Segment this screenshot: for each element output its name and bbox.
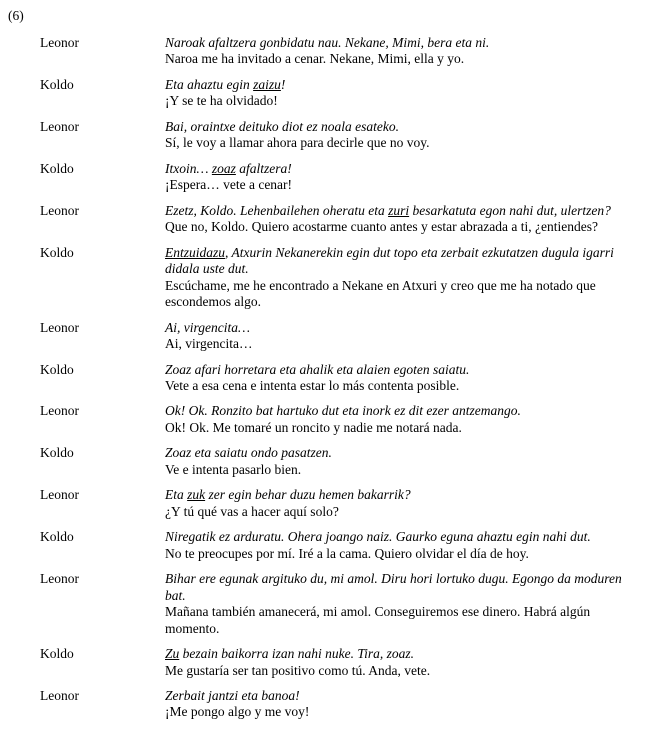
basque-text: Ezetz, Koldo. Lehenbailehen oheratu eta: [165, 202, 389, 218]
basque-text: Eta: [165, 487, 188, 503]
basque-line: [165, 688, 640, 704]
speaker-name: Leonor: [40, 202, 79, 218]
turn-content: [165, 403, 644, 436]
spanish-line: Escúchame, me he encontrado a Nekane en Atxuri y creo que me ha notado que escondemos algo.: [165, 277, 596, 310]
dialogue-turn: [40, 487, 644, 520]
dialogue-turn: [40, 119, 644, 152]
turn-content: [165, 161, 644, 194]
basque-text: Zoaz eta saiatu ondo pasatzen.: [165, 445, 332, 461]
basque-text: Niregatik ez arduratu. Ohera joango naiz. Gaurko eguna ahaztu egin nahi dut.: [165, 529, 591, 545]
turn-content: [165, 119, 644, 152]
basque-line: [165, 403, 640, 419]
basque-line: [165, 35, 640, 51]
basque-text: , Atxurin Nekanerekin egin dut topo eta zerbait ezkutatzen dugula igarri didala uste dut.: [165, 244, 614, 277]
spanish-line: Naroa me ha invitado a cenar. Nekane, Mimi, ella y yo.: [165, 51, 465, 67]
basque-text: Eta ahaztu egin: [165, 76, 254, 92]
speaker-name: Koldo: [40, 160, 74, 176]
speaker-name: Leonor: [40, 571, 79, 587]
dialogue-turn: [40, 161, 644, 194]
dialogue-turn: [40, 445, 644, 478]
turn-content: [165, 571, 644, 637]
turn-content: [165, 487, 644, 520]
speaker-name: Leonor: [40, 403, 79, 419]
basque-text: besarkatuta egon nahi dut, ulertzen?: [409, 202, 611, 218]
spanish-line: Mañana también amanecerá, mi amol. Conseguiremos ese dinero. Habrá algún momento.: [165, 604, 591, 636]
speaker-name: Koldo: [40, 244, 74, 260]
dialogue-turn: [40, 320, 644, 353]
dialogue-turn: [40, 35, 644, 68]
basque-text: Itxoin…: [165, 160, 212, 176]
basque-line: [165, 529, 640, 545]
speaker-name: Leonor: [40, 319, 79, 335]
basque-line: [165, 571, 640, 604]
turn-content: [165, 245, 644, 311]
spanish-line: Ok! Ok. Me tomaré un roncito y nadie me notará nada.: [165, 419, 462, 435]
dialogue-turn: [40, 203, 644, 236]
spanish-line: No te preocupes por mí. Iré a la cama. Quiero olvidar el día de hoy.: [165, 545, 529, 561]
speaker-name: Koldo: [40, 445, 74, 461]
basque-line: [165, 445, 640, 461]
basque-underlined-word: zuri: [388, 202, 410, 218]
speaker-name: Leonor: [40, 35, 79, 50]
speaker-name: Leonor: [40, 688, 79, 703]
basque-text: Zoaz afari horretara eta ahalik eta alaien egoten saiatu.: [165, 361, 470, 377]
spanish-line: Me gustaría ser tan positivo como tú. Anda, vete.: [165, 662, 431, 678]
dialogue-turn: [40, 77, 644, 110]
spanish-line: Ai, virgencita…: [165, 336, 253, 352]
speaker-name: Leonor: [40, 118, 79, 134]
basque-underlined-word: zuk: [187, 487, 206, 503]
basque-line: [165, 203, 640, 219]
basque-line: [165, 487, 640, 503]
basque-line: [165, 362, 640, 378]
spanish-line: ¡Y se te ha olvidado!: [165, 93, 278, 109]
spanish-line: Ve e intenta pasarlo bien.: [165, 461, 302, 477]
basque-text: Bihar ere egunak argituko du, mi amol. Diru hori lortuko dugu. Egongo da moduren bat.: [165, 571, 622, 603]
dialogue-turn: [40, 529, 644, 562]
basque-underlined-word: Entzuidazu: [165, 244, 226, 260]
spanish-line: ¿Y tú qué vas a hacer aquí solo?: [165, 503, 339, 519]
spanish-line: ¡Espera… vete a cenar!: [165, 177, 293, 193]
speaker-name: Koldo: [40, 76, 74, 92]
basque-line: [165, 77, 640, 93]
turn-content: [165, 362, 644, 395]
basque-line: [165, 161, 640, 177]
dialogue-turn: [40, 571, 644, 637]
dialogue-turn: [40, 362, 644, 395]
spanish-line: Que no, Koldo. Quiero acostarme cuanto antes y estar abrazada a ti, ¿entiendes?: [165, 219, 598, 235]
basque-text: bezain baikorra izan nahi nuke. Tira, zoaz.: [179, 646, 415, 662]
speaker-name: Leonor: [40, 487, 79, 503]
spanish-line: ¡Me pongo algo y me voy!: [165, 704, 310, 720]
basque-text: zer egin behar duzu hemen bakarrik?: [205, 487, 411, 503]
basque-text: Naroak afaltzera gonbidatu nau. Nekane, Mimi, bera eta ni.: [165, 35, 490, 50]
basque-line: [165, 119, 640, 135]
basque-underlined-word: Zu: [165, 646, 180, 662]
speaker-name: Koldo: [40, 361, 74, 377]
turn-content: [165, 529, 644, 562]
basque-line: [165, 245, 640, 278]
basque-text: Zerbait jantzi eta banoa!: [165, 688, 300, 703]
speaker-name: Koldo: [40, 646, 74, 662]
dialogue-turn: [40, 245, 644, 311]
spanish-line: Sí, le voy a llamar ahora para decirle que no voy.: [165, 135, 430, 151]
page-number: (6): [8, 8, 24, 23]
basque-text: Bai, oraintxe deituko diot ez noala esateko.: [165, 118, 399, 134]
turn-content: [165, 320, 644, 353]
basque-underlined-word: zaizu: [253, 76, 281, 92]
basque-line: [165, 320, 640, 336]
basque-text: Ok! Ok. Ronzito bat hartuko dut eta inork ez dit ezer antzemango.: [165, 403, 521, 419]
turn-content: [165, 77, 644, 110]
dialogue-turn: [40, 403, 644, 436]
basque-underlined-word: zoaz: [211, 160, 236, 176]
turn-content: [165, 646, 644, 679]
speaker-name: Koldo: [40, 529, 74, 545]
basque-text: !: [280, 76, 286, 92]
turn-content: [165, 688, 644, 721]
basque-line: [165, 646, 640, 662]
turn-content: [165, 35, 644, 68]
turn-content: [165, 445, 644, 478]
dialogue-turn: [40, 688, 644, 721]
basque-text: afaltzera!: [235, 160, 292, 176]
dialogue-turn: [40, 646, 644, 679]
turn-content: [165, 203, 644, 236]
spanish-line: Vete a esa cena e intenta estar lo más contenta posible.: [165, 377, 460, 393]
basque-text: Ai, virgencita…: [165, 319, 250, 335]
